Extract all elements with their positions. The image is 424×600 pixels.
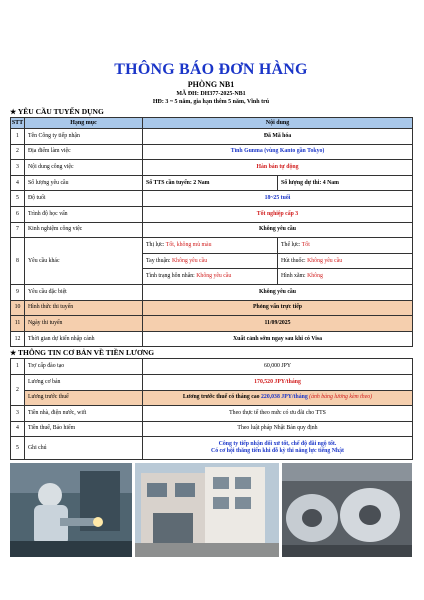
- row-number: 4: [11, 421, 25, 437]
- tattoo-label: Hình xăm:: [281, 273, 306, 280]
- marital-label: Tình trạng hôn nhân:: [146, 273, 195, 280]
- fitness-value: Tốt: [301, 241, 310, 248]
- table-row: [11, 206, 413, 222]
- row-label: Nội dung công việc: [25, 160, 143, 176]
- steel-coils-photo: [282, 463, 412, 557]
- row-label: Yêu cầu khác: [25, 238, 143, 285]
- row-number: 2: [11, 374, 25, 405]
- star-icon: ★: [10, 108, 17, 116]
- factory-building-photo: [135, 463, 279, 557]
- row-number: 11: [11, 316, 25, 332]
- row-label: Trình độ học vấn: [25, 206, 143, 222]
- row-label: Số lượng yêu cầu: [25, 175, 143, 191]
- table-row: [11, 144, 413, 160]
- table-row: [11, 175, 413, 191]
- smoking: [278, 253, 413, 269]
- salary-table: [10, 358, 413, 460]
- table-row: [11, 284, 413, 300]
- row-number: 9: [11, 284, 25, 300]
- welder-photo-art: [10, 463, 132, 557]
- recruitment-table: [10, 117, 413, 347]
- marital-status: [143, 269, 278, 285]
- table-row: [11, 421, 413, 437]
- table-row: [11, 191, 413, 207]
- factory-building-art: [135, 463, 279, 557]
- section-salary-heading: [10, 348, 412, 358]
- pre-tax-amount: 220,038 JPY/tháng: [261, 394, 308, 401]
- tax-insurance: Theo luật pháp Nhật Bản quy định: [143, 421, 413, 437]
- tattoo: [278, 269, 413, 285]
- handedness-label: Tay thuận:: [146, 257, 171, 264]
- row-number: 2: [11, 144, 25, 160]
- fitness-label: Thể lực:: [281, 241, 301, 248]
- handedness-value: Không yêu cầu: [172, 257, 208, 264]
- fitness: [278, 238, 413, 254]
- row-number: 5: [11, 437, 25, 460]
- table-row: [11, 374, 413, 390]
- note-line: Có cơ hội thăng tiến khi đỗ kỳ thi năng lực tiếng Nhật: [211, 448, 344, 455]
- row-number: 3: [11, 406, 25, 422]
- row-label: Tiền thuế, Bảo hiểm: [25, 421, 143, 437]
- tattoo-value: Không: [307, 273, 323, 280]
- smoking-value: Không yêu cầu: [307, 257, 343, 264]
- row-number: 1: [11, 359, 25, 375]
- table-row: [11, 390, 413, 406]
- special-requirement: Không yêu cầu: [143, 284, 413, 300]
- notes: [143, 437, 413, 460]
- header-stt: STT: [11, 118, 25, 129]
- exam-count: Số lượng dự thi: 4 Nam: [278, 175, 413, 191]
- table-header: [11, 118, 413, 129]
- education: Tốt nghiệp cấp 3: [143, 206, 413, 222]
- job-content: Hàn bán tự động: [143, 160, 413, 176]
- experience: Không yêu cầu: [143, 222, 413, 238]
- table-row: [11, 359, 413, 375]
- steel-coils-art: [282, 463, 412, 557]
- row-number: 10: [11, 300, 25, 316]
- eyesight-label: Thị lực:: [146, 241, 165, 248]
- row-number: 12: [11, 331, 25, 347]
- row-label: Ngày thi tuyển: [25, 316, 143, 332]
- pre-tax-text: Lương trước thuế có tháng cao: [182, 394, 262, 401]
- row-label: Địa điểm làm việc: [25, 144, 143, 160]
- row-label: Yêu cầu đặc biệt: [25, 284, 143, 300]
- smoking-label: Hút thuốc:: [281, 257, 306, 264]
- table-row: [11, 316, 413, 332]
- row-label: Kinh nghiệm công việc: [25, 222, 143, 238]
- star-icon: ★: [10, 349, 17, 358]
- row-label: Trợ cấp đào tạo: [25, 359, 143, 375]
- base-salary: 170,520 JPY/tháng: [143, 374, 413, 390]
- eyesight-value: Tốt, không mù màu: [165, 241, 212, 248]
- exam-date: 11/09/2025: [143, 316, 413, 332]
- row-label: Tiền nhà, điện nước, wifi: [25, 406, 143, 422]
- housing-costs: Theo thực tế theo mức có ưu đãi cho TTS: [143, 406, 413, 422]
- header-content: Nội dung: [143, 118, 413, 129]
- row-number: 5: [11, 191, 25, 207]
- hire-count: Số TTS cần tuyển: 2 Nam: [143, 175, 278, 191]
- welder-photo: [10, 463, 132, 557]
- table-row: [11, 129, 413, 145]
- row-label: Tên Công ty tiếp nhận: [25, 129, 143, 145]
- section-recruitment-heading: [10, 107, 412, 117]
- table-row: [11, 300, 413, 316]
- photo-strip: [10, 463, 412, 557]
- table-row: [11, 222, 413, 238]
- pre-tax-salary: [143, 390, 413, 406]
- company-name: Đã Mã hóa: [143, 129, 413, 145]
- table-row: [11, 331, 413, 347]
- row-label: Ghi chú: [25, 437, 143, 460]
- payslip-note: (ảnh bảng lương kèm theo): [307, 394, 373, 401]
- row-label: Thời gian dự kiến nhập cảnh: [25, 331, 143, 347]
- note-line: Công ty tiếp nhận đối xử tốt, chế độ đãi ngộ tốt.: [218, 441, 337, 448]
- row-number: 7: [11, 222, 25, 238]
- entry-time: Xuất cảnh sớm ngay sau khi có Visa: [143, 331, 413, 347]
- age-range: 18~25 tuổi: [143, 191, 413, 207]
- table-row: [11, 437, 413, 460]
- work-location: Tỉnh Gunma (vùng Kanto gần Tokyo): [143, 144, 413, 160]
- row-label: Hình thức thi tuyển: [25, 300, 143, 316]
- row-label: Lương cơ bản: [25, 374, 143, 390]
- table-row: [11, 406, 413, 422]
- row-label: Lương trước thuế: [25, 390, 143, 406]
- section-title: YÊU CẦU TUYỂN DỤNG: [17, 107, 104, 116]
- header-item: Hạng mục: [25, 118, 143, 129]
- order-code: MÃ ĐH: DH377-2025-NB1: [176, 91, 246, 97]
- exam-format: Phỏng vấn trực tiếp: [143, 300, 413, 316]
- section-title: THÔNG TIN CƠ BẢN VỀ TIỀN LƯƠNG: [18, 348, 155, 358]
- department: PHÒNG NB1: [187, 80, 235, 89]
- table-row: [11, 238, 413, 254]
- order-notice-page: [10, 0, 412, 557]
- row-number: 3: [11, 160, 25, 176]
- row-number: 8: [11, 238, 25, 285]
- row-number: 1: [11, 129, 25, 145]
- handedness: [143, 253, 278, 269]
- row-label: Độ tuổi: [25, 191, 143, 207]
- contract-terms: HĐ: 3 ~ 5 năm, gia hạn thêm 5 năm, Vĩnh trú: [152, 99, 270, 105]
- eyesight: [143, 238, 278, 254]
- marital-value: Không yêu cầu: [196, 273, 232, 280]
- row-number: 4: [11, 175, 25, 191]
- table-row: [11, 160, 413, 176]
- page-title: THÔNG BÁO ĐƠN HÀNG: [114, 61, 308, 78]
- training-allowance: 60,000 JPY: [143, 359, 413, 375]
- row-number: 6: [11, 206, 25, 222]
